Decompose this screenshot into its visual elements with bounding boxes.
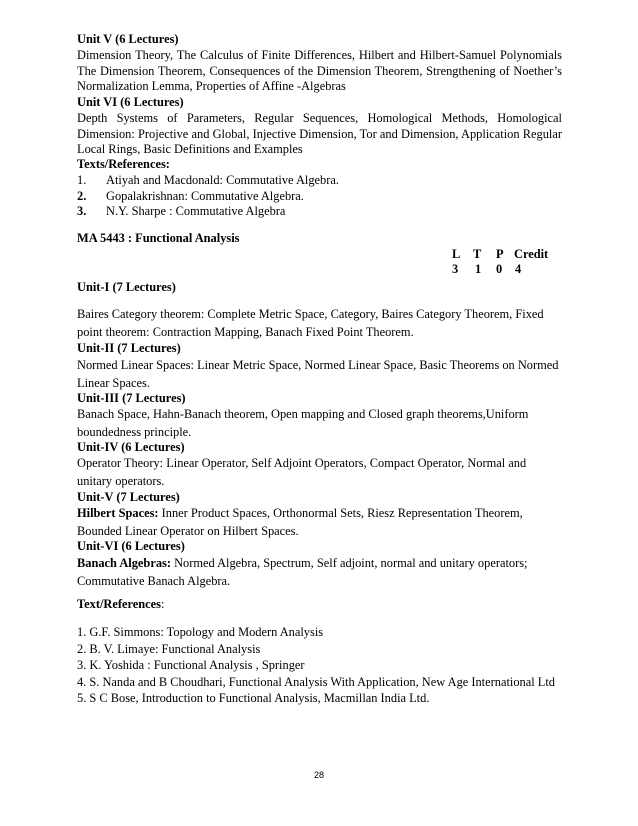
ltp-value-p: 0 — [496, 262, 503, 276]
unit-body — [77, 554, 562, 590]
ltp-header-t: T — [473, 247, 482, 261]
unit-body-text: Normed Algebra, Spectrum, Self adjoint, normal and unitary operators; Commutative Banach Algebra. — [77, 556, 528, 588]
unit-heading: Unit-III (7 Lectures) — [77, 391, 186, 405]
reference-text: Atiyah and Macdonald: Commutative Algebra. — [106, 173, 339, 187]
reference-text: N.Y. Sharpe : Commutative Algebra — [106, 204, 286, 218]
reference-item — [77, 189, 562, 205]
unit-heading: Unit-I (7 Lectures) — [77, 280, 176, 294]
reference-item: 2. B. V. Limaye: Functional Analysis — [77, 642, 261, 656]
unit-body-text: Inner Product Spaces, Orthonormal Sets, Riesz Representation Theorem, Bounded Linear Operator on Hilbert Spaces. — [77, 506, 523, 538]
ltp-value-t: 1 — [475, 262, 482, 276]
ltp-value-credit: 4 — [515, 262, 522, 276]
unit-heading: Unit-IV (6 Lectures) — [77, 440, 185, 454]
unit-body: Banach Space, Hahn-Banach theorem, Open mapping and Closed graph theorems,Uniform boundedness principle. — [77, 407, 529, 439]
reference-item: 1. G.F. Simmons: Topology and Modern Analysis — [77, 625, 324, 639]
reference-text: Gopalakrishnan: Commutative Algebra. — [106, 189, 304, 203]
text-references-heading — [77, 597, 562, 613]
ltp-header-p: P — [496, 247, 504, 261]
unit-body: Baires Category theorem: Complete Metric Space, Category, Baires Category Theorem, Fixed point theorem: Contraction Mapping, Banach Fixed Point Theorem. — [77, 307, 544, 339]
unit-heading: Unit-VI (6 Lectures) — [77, 539, 185, 553]
reference-item — [77, 204, 562, 220]
reference-number: 1. — [77, 173, 87, 187]
unit5-body: Dimension Theory, The Calculus of Finite Differences, Hilbert and Hilbert-Samuel Polynomials The Dimension Theorem, Consequences of the Dimension Theorem, Strengthening of Noether’s Normalization Lemma, Properties of Affine -Algebras — [77, 48, 562, 94]
text-references-label: Text/References — [77, 597, 161, 611]
reference-item: 5. S C Bose, Introduction to Functional Analysis, Macmillan India Ltd. — [77, 691, 430, 705]
page-number: 28 — [313, 770, 324, 780]
ltp-credit-table — [452, 247, 562, 279]
unit6-body: Depth Systems of Parameters, Regular Sequences, Homological Methods, Homological Dimension: Projective and Global, Injective Dimension, Tor and Dimension, Application Regular Local Rings, Basic Definitions and Examples — [77, 111, 562, 157]
unit5-heading: Unit V (6 Lectures) — [77, 32, 179, 46]
ltp-header-credit: Credit — [514, 247, 549, 261]
unit-body — [77, 504, 562, 540]
texts-references-heading: Texts/References: — [77, 157, 170, 171]
reference-item — [77, 173, 562, 189]
course-title: MA 5443 : Functional Analysis — [77, 231, 240, 245]
unit-heading: Unit-II (7 Lectures) — [77, 341, 181, 355]
unit-body-lead: Banach Algebras: — [77, 556, 171, 570]
reference-number: 3. — [77, 204, 87, 218]
unit-body-lead: Hilbert Spaces: — [77, 506, 159, 520]
reference-number: 2. — [77, 189, 87, 203]
unit-heading: Unit-V (7 Lectures) — [77, 490, 180, 504]
ltp-header-l: L — [452, 247, 461, 261]
reference-item: 4. S. Nanda and B Choudhari, Functional Analysis With Application, New Age International Ltd — [77, 675, 555, 689]
unit-body: Normed Linear Spaces: Linear Metric Space, Normed Linear Space, Basic Theorems on Normed Linear Spaces. — [77, 358, 559, 390]
unit6-heading: Unit VI (6 Lectures) — [77, 95, 184, 109]
reference-item: 3. K. Yoshida : Functional Analysis , Springer — [77, 658, 305, 672]
unit-body: Operator Theory: Linear Operator, Self Adjoint Operators, Compact Operator, Normal and unitary operators. — [77, 456, 527, 488]
ltp-value-l: 3 — [452, 262, 459, 276]
text-references-colon: : — [160, 597, 165, 611]
